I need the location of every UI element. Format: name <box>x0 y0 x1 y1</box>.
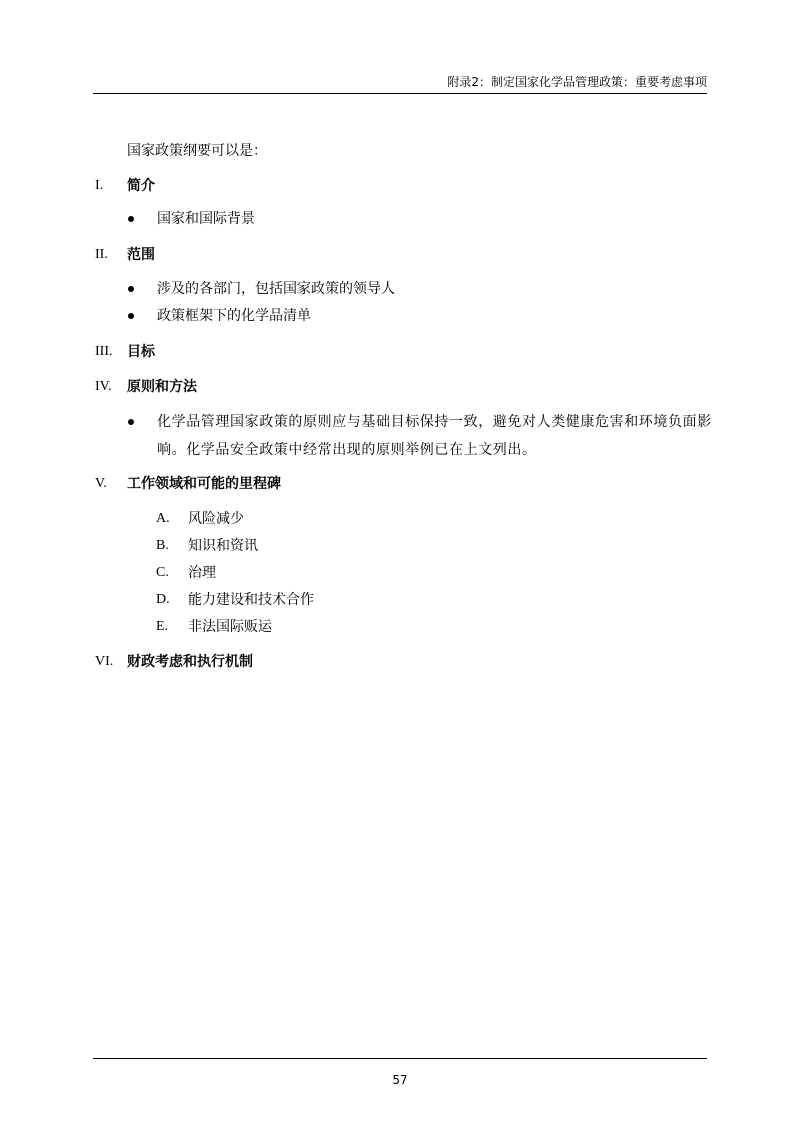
bullet-item: 国家和国际背景 <box>157 211 255 227</box>
section-number-1: I. <box>95 178 104 193</box>
item-letter: D. <box>156 592 170 607</box>
item-text: 知识和资讯 <box>188 538 258 554</box>
section-title-5: 工作领域和可能的里程碑 <box>127 476 281 492</box>
item-letter: C. <box>156 565 169 580</box>
section-title-4: 原则和方法 <box>127 379 197 395</box>
item-text: 非法国际贩运 <box>188 619 272 635</box>
section-title-1: 简介 <box>127 178 155 194</box>
section-title-3: 目标 <box>127 344 155 360</box>
section-title-2: 范围 <box>127 247 155 263</box>
page-number: 57 <box>392 1073 408 1087</box>
bullet-icon <box>128 216 134 222</box>
header-rule <box>93 93 707 94</box>
bullet-item: 政策框架下的化学品清单 <box>157 308 311 324</box>
intro-text: 国家政策纲要可以是： <box>127 143 267 159</box>
section-title-6: 财政考虑和执行机制 <box>127 654 253 670</box>
bullet-icon <box>128 313 134 319</box>
item-text: 能力建设和技术合作 <box>188 592 314 608</box>
section-number-6: VI. <box>95 654 114 669</box>
section-number-4: IV. <box>95 379 112 394</box>
bullet-icon <box>128 286 134 292</box>
item-letter: A. <box>156 511 170 526</box>
item-text: 治理 <box>188 565 216 581</box>
bullet-item: 涉及的各部门，包括国家政策的领导人 <box>157 281 395 297</box>
running-header: 附录2：制定国家化学品管理政策：重要考虑事项 <box>447 75 707 89</box>
section-number-3: III. <box>95 344 113 359</box>
section-number-2: II. <box>95 247 108 262</box>
bullet-paragraph: 化学品管理国家政策的原则应与基础目标保持一致，避免对人类健康危害和环境负面影响。化学品安全政策中经常出现的原则举例已在上文列出。 <box>157 414 712 458</box>
section-number-5: V. <box>95 476 107 491</box>
item-letter: E. <box>156 619 169 634</box>
bullet-icon <box>128 419 134 425</box>
item-letter: B. <box>156 538 169 553</box>
item-text: 风险减少 <box>188 511 244 527</box>
footer-rule <box>93 1058 707 1059</box>
